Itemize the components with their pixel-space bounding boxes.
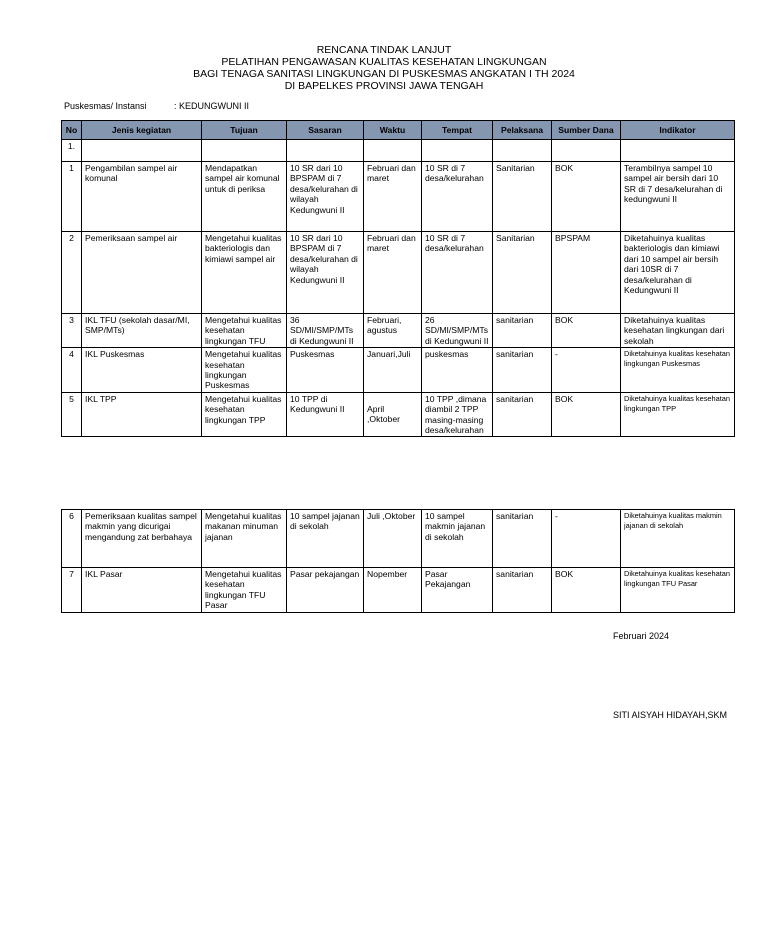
title-line-3: BAGI TENAGA SANITASI LINGKUNGAN DI PUSKESMAS ANGKATAN I TH 2024 — [193, 68, 575, 80]
cell-jenis: Pengambilan sampel air komunal — [82, 162, 202, 232]
instansi-line — [64, 101, 250, 111]
col-header-sasaran: Sasaran — [287, 121, 364, 140]
cell-no: 3 — [62, 314, 82, 348]
cell-waktu: April ,Oktober — [364, 392, 422, 437]
cell-waktu: Juli ,Oktober — [364, 510, 422, 568]
signer-name: SITI AISYAH HIDAYAH,SKM — [613, 710, 728, 720]
cell-tempat: 10 SR di 7 desa/kelurahan — [422, 232, 493, 314]
title-line-4: DI BAPELKES PROVINSI JAWA TENGAH — [284, 80, 484, 92]
cell-tempat: puskesmas — [422, 348, 493, 393]
col-header-jenis: Jenis kegiatan — [82, 121, 202, 140]
cell-waktu: Februari dan maret — [364, 162, 422, 232]
cell-jenis: IKL TPP — [82, 392, 202, 437]
col-header-sumber-dana: Sumber Dana — [552, 121, 621, 140]
cell-tujuan: Mengetahui kualitas kesehatan lingkungan TPP — [202, 392, 287, 437]
action-plan-table-continued — [61, 509, 735, 613]
cell-sasaran: 10 TPP di Kedungwuni II — [287, 392, 364, 437]
cell-sumber-dana: - — [552, 510, 621, 568]
action-plan-table — [61, 120, 735, 437]
cell-sumber-dana: BPSPAM — [552, 232, 621, 314]
cell-sasaran — [287, 140, 364, 162]
cell-indikator: Diketahuinya kualitas kesehatan lingkungan TFU Pasar — [621, 568, 735, 613]
cell-tempat: 10 TPP ,dimana diambil 2 TPP masing-masing desa/kelurahan — [422, 392, 493, 437]
document-date: Februari 2024 — [613, 631, 670, 641]
cell-indikator: Diketahuinya kualitas kesehatan lingkungan Puskesmas — [621, 348, 735, 393]
table-row — [62, 314, 735, 348]
cell-tujuan: Mengetahui kualitas kesehatan lingkungan TFU — [202, 314, 287, 348]
col-header-no: No — [62, 121, 82, 140]
cell-pelaksana: sanitarian — [493, 392, 552, 437]
table-row — [62, 568, 735, 613]
cell-jenis: IKL Puskesmas — [82, 348, 202, 393]
table-row — [62, 162, 735, 232]
cell-sasaran: Pasar pekajangan — [287, 568, 364, 613]
cell-sumber-dana: - — [552, 348, 621, 393]
cell-tujuan: Mengetahui kualitas kesehatan lingkungan TFU Pasar — [202, 568, 287, 613]
cell-pelaksana: Sanitarian — [493, 162, 552, 232]
cell-jenis: Pemeriksaan kualitas sampel makmin yang dicurigai mengandung zat berbahaya — [82, 510, 202, 568]
cell-sumber-dana: BOK — [552, 392, 621, 437]
col-header-waktu: Waktu — [364, 121, 422, 140]
cell-pelaksana: sanitarian — [493, 510, 552, 568]
cell-sumber-dana: BOK — [552, 568, 621, 613]
cell-indikator: Terambilnya sampel 10 sampel air bersih dari 10 SR di 7 desa/kelurahan di kedungwuni II — [621, 162, 735, 232]
cell-indikator: Diketahuinya kualitas makmin jajanan di sekolah — [621, 510, 735, 568]
cell-pelaksana: sanitarian — [493, 314, 552, 348]
cell-sumber-dana — [552, 140, 621, 162]
cell-sasaran: 10 sampel jajanan di sekolah — [287, 510, 364, 568]
cell-pelaksana — [493, 140, 552, 162]
table-row — [62, 232, 735, 314]
cell-no: 1 — [62, 162, 82, 232]
cell-tempat — [422, 140, 493, 162]
cell-indikator: Diketahuinya kualitas kesehatan lingkungan TPP — [621, 392, 735, 437]
cell-no: 1. — [62, 140, 82, 162]
title-line-1: RENCANA TINDAK LANJUT — [316, 44, 452, 56]
cell-tempat: 10 SR di 7 desa/kelurahan — [422, 162, 493, 232]
cell-pelaksana: Sanitarian — [493, 232, 552, 314]
cell-waktu: Nopember — [364, 568, 422, 613]
col-header-indikator: Indikator — [621, 121, 735, 140]
cell-no: 2 — [62, 232, 82, 314]
cell-sasaran: 10 SR dari 10 BPSPAM di 7 desa/kelurahan di wilayah Kedungwuni II — [287, 232, 364, 314]
cell-jenis: IKL TFU (sekolah dasar/MI, SMP/MTs) — [82, 314, 202, 348]
cell-jenis: Pemeriksaan sampel air — [82, 232, 202, 314]
instansi-value: : KEDUNGWUNI II — [174, 101, 250, 111]
cell-pelaksana: sanitarian — [493, 568, 552, 613]
instansi-label: Puskesmas/ Instansi — [64, 101, 147, 111]
cell-waktu: Januari,Juli — [364, 348, 422, 393]
cell-indikator: Diketahuinya kualitas kesehatan lingkungan dari sekolah — [621, 314, 735, 348]
cell-no: 7 — [62, 568, 82, 613]
document-title — [0, 44, 768, 92]
table-row — [62, 140, 735, 162]
cell-waktu — [364, 140, 422, 162]
cell-sumber-dana: BOK — [552, 314, 621, 348]
cell-no: 5 — [62, 392, 82, 437]
cell-tempat: 10 sampel makmin jajanan di sekolah — [422, 510, 493, 568]
cell-no: 6 — [62, 510, 82, 568]
cell-jenis — [82, 140, 202, 162]
cell-sasaran: 10 SR dari 10 BPSPAM di 7 desa/kelurahan di wilayah Kedungwuni II — [287, 162, 364, 232]
cell-jenis: IKL Pasar — [82, 568, 202, 613]
cell-tujuan: Mendapatkan sampel air komunal untuk di periksa — [202, 162, 287, 232]
table-header-row — [62, 121, 735, 140]
cell-tujuan: Mengetahui kualitas kesehatan lingkungan Puskesmas — [202, 348, 287, 393]
cell-sasaran: 36 SD/MI/SMP/MTs di Kedungwuni II — [287, 314, 364, 348]
cell-tujuan: Mengetahui kualitas makanan minuman jajanan — [202, 510, 287, 568]
table-row — [62, 392, 735, 437]
cell-tempat: Pasar Pekajangan — [422, 568, 493, 613]
col-header-pelaksana: Pelaksana — [493, 121, 552, 140]
table-row — [62, 510, 735, 568]
col-header-tujuan: Tujuan — [202, 121, 287, 140]
cell-sasaran: Puskesmas — [287, 348, 364, 393]
table-row — [62, 348, 735, 393]
cell-indikator — [621, 140, 735, 162]
cell-sumber-dana: BOK — [552, 162, 621, 232]
cell-tempat: 26 SD/MI/SMP/MTs di Kedungwuni II — [422, 314, 493, 348]
cell-waktu: Februari, agustus — [364, 314, 422, 348]
cell-no: 4 — [62, 348, 82, 393]
cell-tujuan: Mengetahui kualitas bakteriologis dan kimiawi sampel air — [202, 232, 287, 314]
cell-waktu: Februari dan maret — [364, 232, 422, 314]
title-line-2: PELATIHAN PENGAWASAN KUALITAS KESEHATAN LINGKUNGAN — [221, 56, 547, 68]
cell-tujuan — [202, 140, 287, 162]
col-header-tempat: Tempat — [422, 121, 493, 140]
cell-indikator: Diketahuinya kualitas bakteriologis dan kimiawi dari 10 sampel air bersih dari 10SR di 7 desa/kelurahan di Kedungwuni II — [621, 232, 735, 314]
cell-pelaksana: sanitarian — [493, 348, 552, 393]
